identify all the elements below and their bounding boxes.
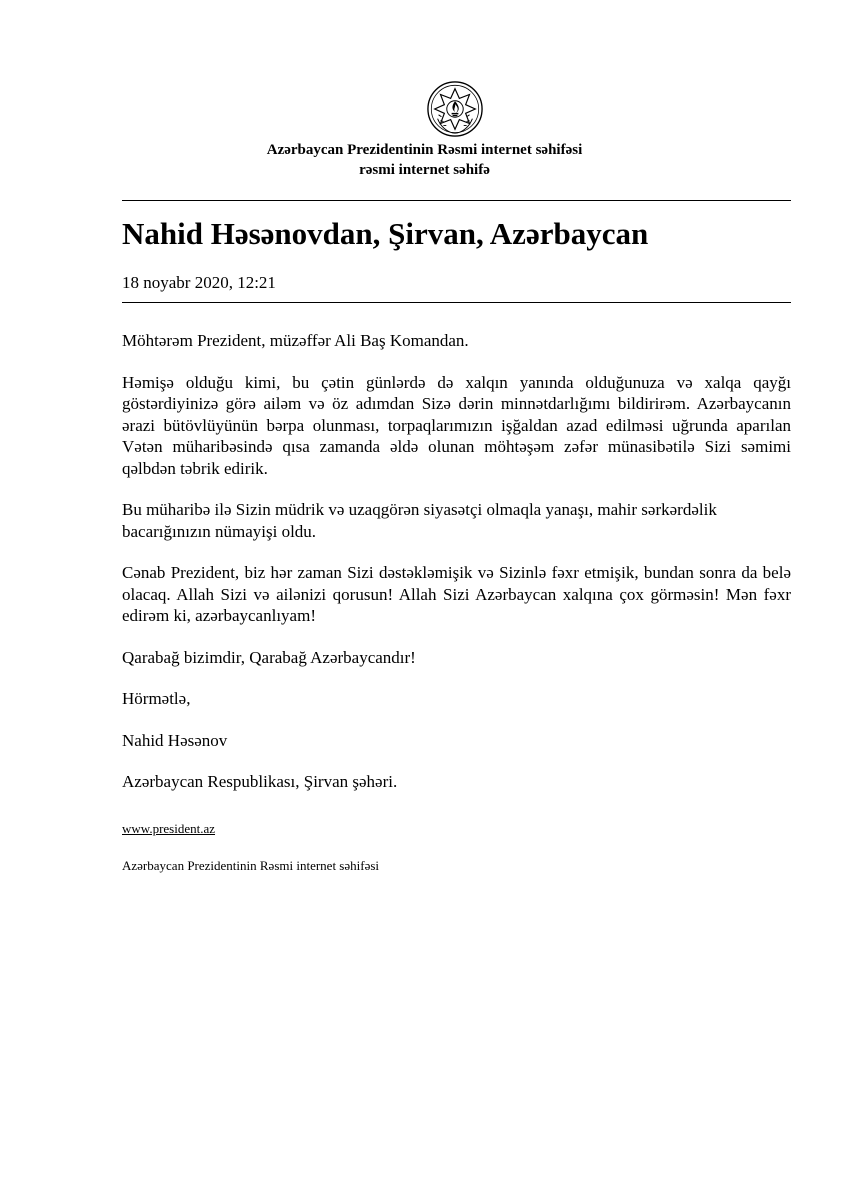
state-emblem-icon xyxy=(426,80,484,138)
paragraph: Qarabağ bizimdir, Qarabağ Azərbaycandır! xyxy=(122,647,416,667)
title-divider xyxy=(122,302,791,303)
footer-site-name: Azərbaycan Prezidentinin Rəsmi internet səhifəsi xyxy=(122,858,380,873)
site-name: Azərbaycan Prezidentinin Rəsmi internet səhifəsi xyxy=(266,142,583,158)
signature-name: Nahid Həsənov xyxy=(122,730,228,750)
top-divider xyxy=(122,200,791,201)
paragraph: Həmişə olduğu kimi, bu çətin günlərdə də xalqın yanında olduğunuza və xalqa qayğı göstərdiyinizə görə ailəm və öz adımdan Sizə dərin minnətdarlığımı bildirirəm. Azərbaycanın ərazi bütövlüyünün bərpa olunması, torpaqlarımızın işğaldan azad edilməsi uğrunda aparılan Vətən müharibəsində qısa zamanda əldə olunan möhtəşəm zəfər münasibətilə Sizi səmimi qəlbdən təbrik edirik. xyxy=(122,372,791,478)
article-body xyxy=(122,330,791,813)
site-subtitle: rəsmi internet səhifə xyxy=(359,162,490,178)
paragraph: Bu müharibə ilə Sizin müdrik və uzaqgörən siyasətçi olmaqla yanaşı, mahir sərkərdəlik bacarığınızın nümayişi oldu. xyxy=(122,500,717,541)
salutation: Möhtərəm Prezident, müzəffər Ali Baş Komandan. xyxy=(122,331,469,350)
signature-location: Azərbaycan Respublikası, Şirvan şəhəri. xyxy=(122,772,398,791)
paragraph: Cənab Prezident, biz hər zaman Sizi dəstəkləmişik və Sizinlə fəxr etmişik, bundan sonra da belə olacaq. Allah Sizi və ailənizi qorusun! Allah Sizi Azərbaycan xalqına çox görməsin! Mən fəxr edirəm ki, azərbaycanlıyam! xyxy=(122,563,791,625)
article-date: 18 noyabr 2020, 12:21 xyxy=(122,273,276,292)
closing: Hörmətlə, xyxy=(122,689,191,708)
website-link[interactable]: www.president.az xyxy=(122,821,216,836)
article-title: Nahid Həsənovdan, Şirvan, Azərbaycan xyxy=(122,216,649,251)
